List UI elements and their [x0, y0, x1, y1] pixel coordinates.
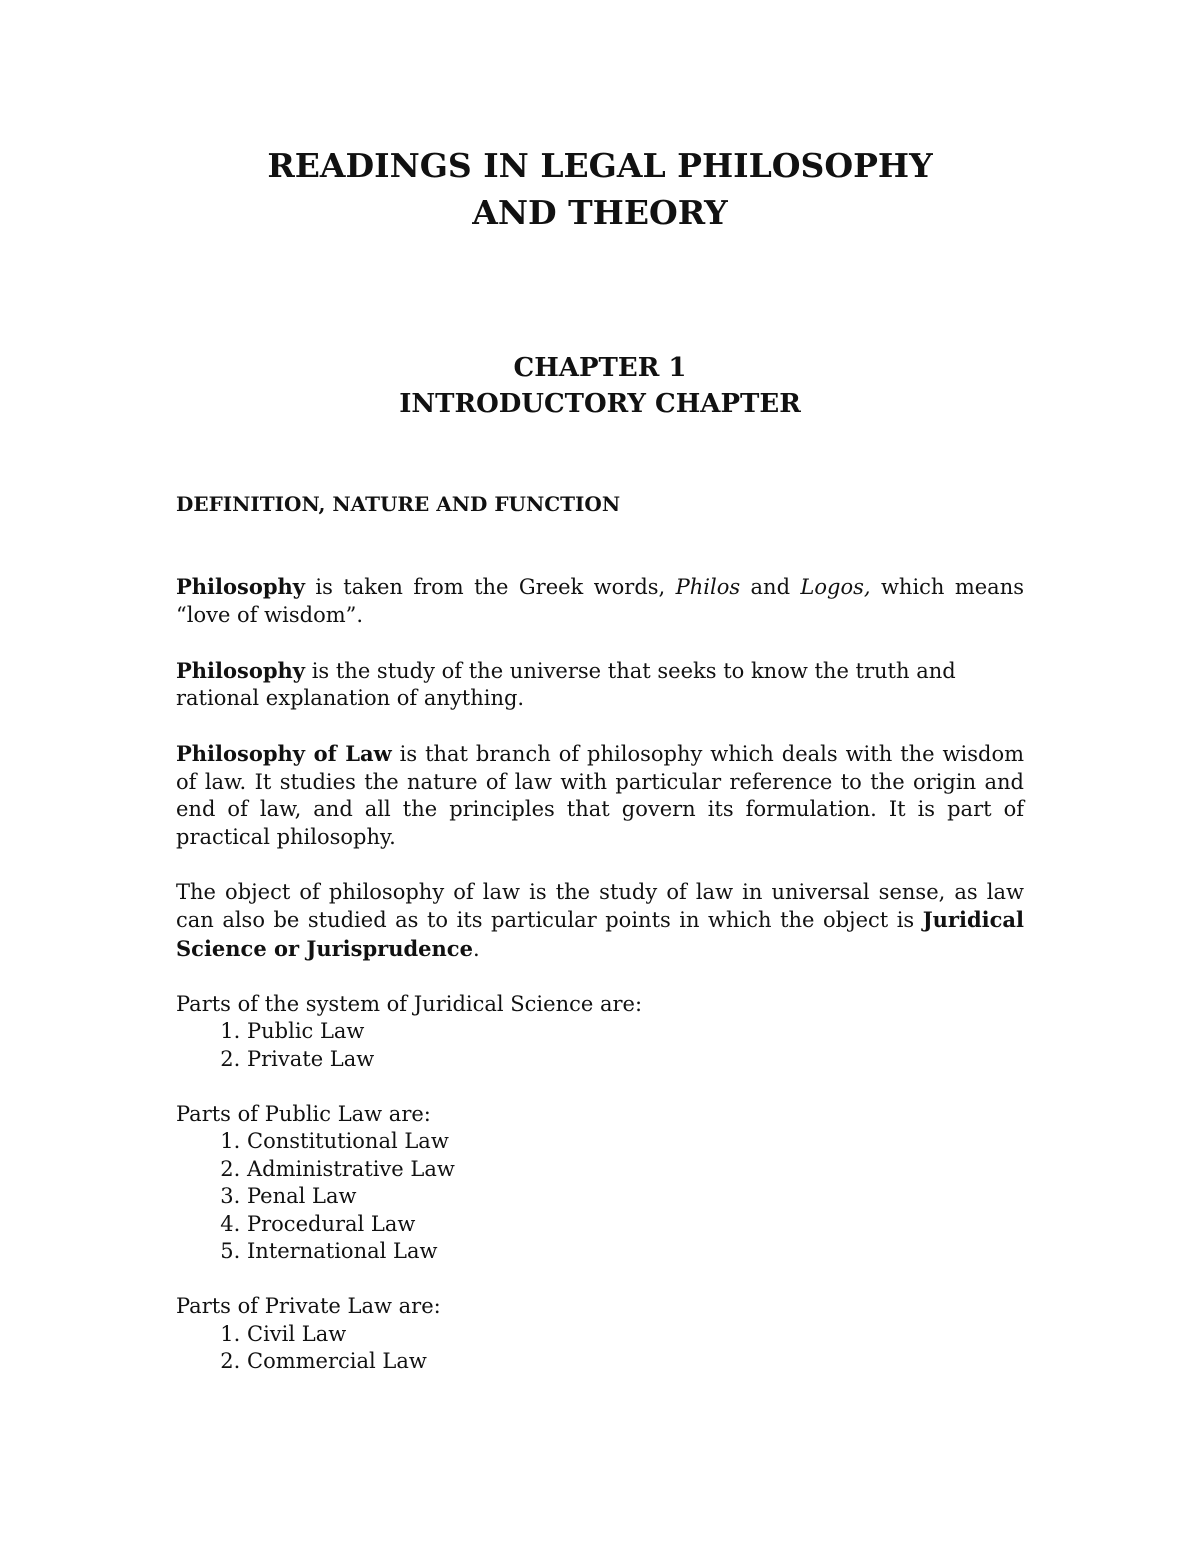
paragraph-text: .	[472, 936, 480, 961]
chapter-name: INTRODUCTORY CHAPTER	[399, 389, 801, 419]
term-juridical-science: Juridical Science or Jurisprudence	[176, 907, 1024, 961]
term-philosophy: Philosophy	[176, 574, 306, 599]
private-law-parts-list	[176, 1321, 1024, 1376]
list-item: 1. Civil Law	[247, 1321, 1024, 1349]
list-item: 2. Administrative Law	[247, 1156, 1024, 1184]
juridical-parts-intro: Parts of the system of Juridical Science are:	[176, 991, 643, 1016]
list-item: 1. Constitutional Law	[247, 1128, 1024, 1156]
body-text	[176, 573, 1024, 1403]
list-item: 5. International Law	[247, 1238, 1024, 1266]
section-heading: DEFINITION, NATURE AND FUNCTION	[176, 492, 621, 516]
paragraph-text: which means “love of wisdom”.	[176, 575, 1024, 627]
term-philosophy: Philosophy	[176, 657, 306, 683]
document-title	[176, 142, 1024, 236]
paragraph-philosophy-definition	[176, 657, 1024, 713]
paragraph-philosophy-of-law	[176, 740, 1024, 851]
list-item: 2. Private Law	[247, 1046, 1024, 1074]
list-item: 3. Penal Law	[247, 1183, 1024, 1211]
paragraph-text: is the study of the universe that seeks to know the truth and rational explanation of anything.	[176, 658, 956, 710]
juridical-parts-list	[176, 1018, 1024, 1073]
public-law-parts-intro: Parts of Public Law are:	[176, 1101, 431, 1126]
paragraph-text: The object of philosophy of law is the study of law in universal sense, as law can also be studied as to its particular points in which the object is	[176, 879, 1024, 932]
paragraph-text: is that branch of philosophy which deals with the wisdom of law. It studies the nature of law with particular reference to the origin and end of law, and all the principles that govern its formulation. It is part of practical philosophy.	[176, 742, 1024, 849]
paragraph-text: is taken from the Greek words,	[305, 575, 676, 599]
title-line-2: AND THEORY	[472, 193, 728, 232]
public-law-parts-list	[176, 1128, 1024, 1266]
list-item: 2. Commercial Law	[247, 1348, 1024, 1376]
list-item: 1. Public Law	[247, 1018, 1024, 1046]
title-line-1: READINGS IN LEGAL PHILOSOPHY	[267, 146, 933, 185]
term-logos: Logos,	[800, 575, 871, 599]
term-philos: Philos	[675, 575, 741, 599]
chapter-heading	[176, 350, 1024, 422]
paragraph-philosophy-etymology	[176, 573, 1024, 629]
term-philosophy-of-law: Philosophy of Law	[176, 741, 392, 766]
chapter-number: CHAPTER 1	[513, 353, 687, 383]
paragraph-text: and	[740, 575, 801, 599]
private-law-parts-intro: Parts of Private Law are:	[176, 1294, 441, 1318]
paragraph-object-of-philosophy	[176, 879, 1024, 964]
list-item: 4. Procedural Law	[247, 1211, 1024, 1239]
